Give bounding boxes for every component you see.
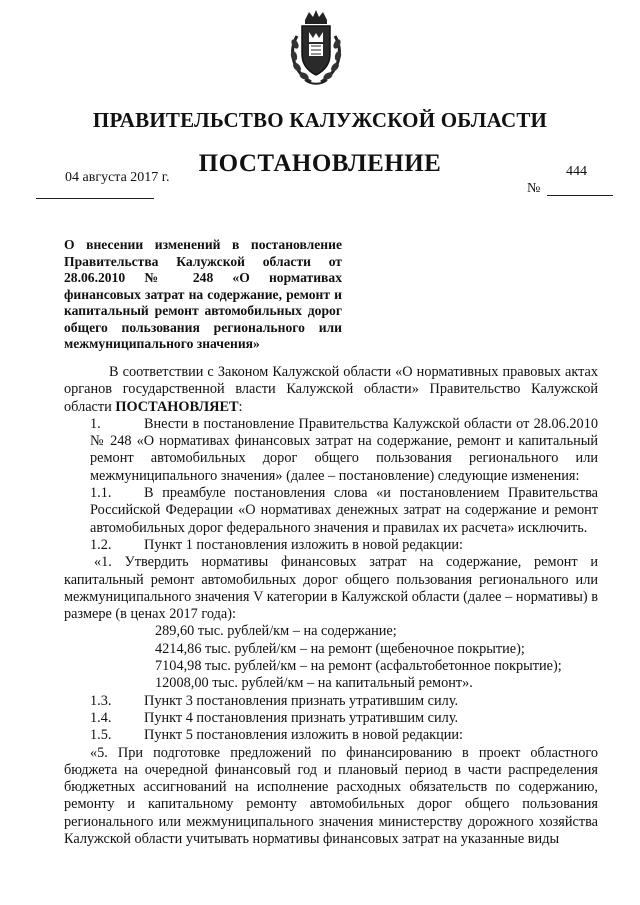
item-text: Пункт 3 постановления признать утратившим силу. (144, 692, 459, 709)
item-1 (64, 416, 598, 485)
item-text: Пункт 4 постановления признать утратившим силу. (144, 709, 459, 726)
item-number: 1.2. (90, 536, 112, 553)
preamble-resolves: ПОСТАНОВЛЯЕТ (115, 398, 239, 415)
item-1-4 (64, 710, 598, 727)
item-1-5 (64, 727, 598, 744)
coat-of-arms-emblem (285, 8, 347, 88)
preamble-text: В соответствии с Законом Калужской области «О нормативных правовых актах органов государственной власти Калужской области» Правительство Калужской области (64, 364, 598, 415)
document-date: 04 августа 2017 г. (65, 170, 170, 185)
number-underline (547, 195, 613, 196)
item-1-3 (64, 693, 598, 710)
document-body (64, 364, 598, 848)
quote-point-5: «5. При подготовке предложений по финансированию в проект областного бюджета на очередной финансовый год и плановый период в части распределения бюджетных ассигнований на исполнение расходных обязательств по содержанию, ремонту и капитальному ремонту автомобильных дорог общего пользования регионального или межмуниципального значения министерству дорожного хозяйства Калужской области учитывать нормативы финансовых затрат на указанные виды (64, 744, 598, 848)
rate-line: 7104,98 тыс. рублей/км – на ремонт (асфальтобетонное покрытие); (155, 658, 562, 675)
item-text: Пункт 5 постановления изложить в новой редакции: (144, 727, 464, 744)
quote-point-1: «1. Утвердить нормативы финансовых затрат на содержание, ремонт и капитальный ремонт автомобильных дорог общего пользования регионального или межмуниципального значения V категории в Калужской области (далее – нормативы) в размере (в ценах 2017 года): (64, 554, 598, 623)
item-number: 1.3. (90, 692, 112, 709)
item-number: 1.5. (90, 727, 112, 744)
preamble-colon: : (238, 398, 243, 415)
government-title: ПРАВИТЕЛЬСТВО КАЛУЖСКОЙ ОБЛАСТИ (92, 108, 548, 132)
item-number: 1.1. (90, 485, 112, 502)
number-sign: № (527, 181, 541, 196)
document-number: 444 (566, 164, 587, 179)
rate-line: 12008,00 тыс. рублей/км – на капитальный ремонт». (155, 675, 473, 692)
preamble-paragraph (64, 364, 598, 416)
date-underline (36, 198, 154, 199)
document-type-title: ПОСТАНОВЛЕНИЕ (198, 150, 442, 177)
item-text: Пункт 1 постановления изложить в новой редакции: (144, 536, 464, 553)
item-text: Внести в постановление Правительства Калужской области от 28.06.2010 № 248 «О нормативах финансовых затрат на содержание, ремонт и капитальный ремонт автомобильных дорог общего пользования регионального или межмуниципального значения» (далее – постановление) следующие изменения: (90, 415, 598, 484)
document-subject: О внесении изменений в постановление Правительства Калужской области от 28.06.2010 № 248 «О нормативах финансовых затрат на содержание, ремонт и капитальный ремонт автомобильных дорог общего пользования регионального или межмуниципального значения» (64, 237, 342, 351)
rate-line: 289,60 тыс. рублей/км – на содержание; (155, 623, 397, 640)
item-number: 1.4. (90, 709, 112, 726)
item-number: 1. (90, 415, 101, 432)
item-1-2 (64, 537, 598, 554)
item-text: В преамбуле постановления слова «и постановлением Правительства Российской Федерации «О нормативах денежных затрат на содержание и ремонт автомобильных дорог федерального значения и правилах их расчета» исключить. (90, 485, 598, 536)
item-1-1 (64, 485, 598, 537)
rate-line: 4214,86 тыс. рублей/км – на ремонт (щебеночное покрытие); (155, 640, 525, 657)
